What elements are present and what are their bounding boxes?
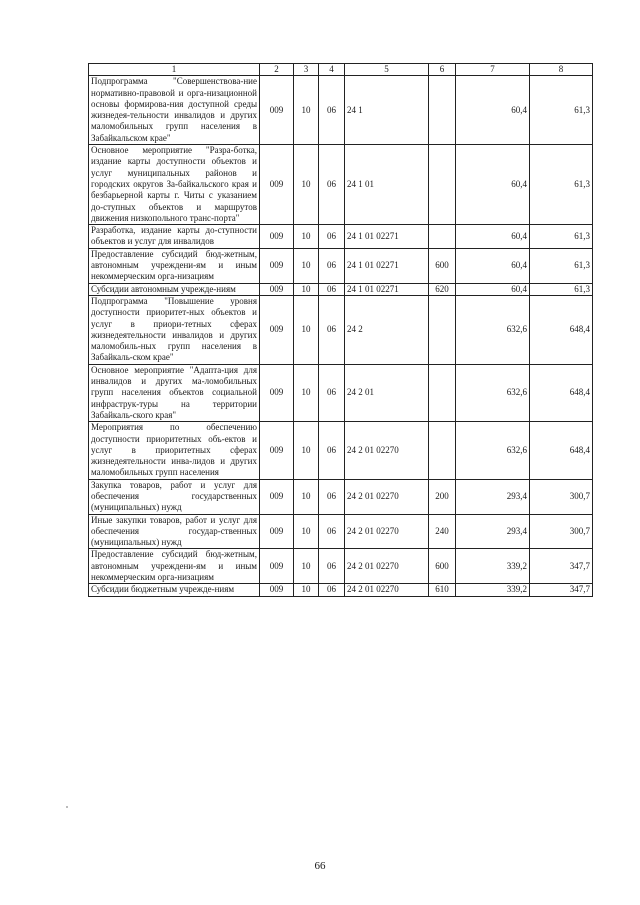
cell-amount-year-1: 60,4 — [456, 76, 530, 145]
row-name: Субсидии бюджетным учрежде-ниям — [89, 584, 260, 596]
table-row — [89, 76, 593, 145]
cell-target-article: 24 1 01 02271 — [345, 225, 429, 249]
cell-target-article: 24 2 01 02270 — [345, 549, 429, 584]
table-body — [89, 76, 593, 596]
row-name: Предоставление субсидий бюд-жетным, автономным учреждени-ям и иным некоммерческим орга-низациям — [89, 248, 260, 283]
cell-amount-year-1: 339,2 — [456, 549, 530, 584]
cell-target-article: 24 2 — [345, 295, 429, 364]
row-name: Подпрограмма "Совершенствова-ние нормативно-правовой и орга-низационной основы формирова-ния доступной среды жизнедея-тельности инвалидов и других маломобильных групп населения в Забайкальском крае" — [89, 76, 260, 145]
table-row — [89, 283, 593, 295]
column-header: 1 — [89, 64, 260, 76]
row-name: Иные закупки товаров, работ и услуг для обеспечения государ-ственных (муниципальных) нужд — [89, 514, 260, 549]
cell-ministry-code: 009 — [260, 422, 294, 479]
column-header: 4 — [319, 64, 345, 76]
cell-ministry-code: 009 — [260, 584, 294, 596]
cell-ministry-code: 009 — [260, 295, 294, 364]
cell-target-article: 24 1 01 — [345, 145, 429, 225]
row-name: Подпрограмма "Повышение уровня доступности приоритет-ных объектов и услуг в приори-тетных сферах жизнедеятельности инвалидов и других маломобиль-ных групп населения в Забайкаль-ском крае" — [89, 295, 260, 364]
cell-subsection: 06 — [319, 283, 345, 295]
cell-target-article: 24 2 01 — [345, 364, 429, 421]
column-header: 7 — [456, 64, 530, 76]
cell-ministry-code: 009 — [260, 514, 294, 549]
cell-ministry-code: 009 — [260, 225, 294, 249]
cell-subsection: 06 — [319, 549, 345, 584]
column-header: 5 — [345, 64, 429, 76]
table-row — [89, 422, 593, 479]
cell-amount-year-1: 60,4 — [456, 283, 530, 295]
row-name: Основное мероприятие "Разра-ботка, издание карты доступности объектов и услуг муниципальных районов и городских округов За-байкальского края и безбарьерной карты г. Читы с указанием до-ступных объектов и маршрутов движения низкопольного транс-порта" — [89, 145, 260, 225]
row-name: Предоставление субсидий бюд-жетным, автономным учреждени-ям и иным некоммерческим орга-низациям — [89, 549, 260, 584]
cell-amount-year-1: 293,4 — [456, 514, 530, 549]
cell-amount-year-1: 632,6 — [456, 295, 530, 364]
table-header-row — [89, 64, 593, 76]
budget-table — [88, 63, 593, 597]
cell-expense-type: 600 — [429, 248, 456, 283]
cell-subsection: 06 — [319, 479, 345, 514]
cell-section: 10 — [294, 514, 319, 549]
cell-amount-year-2: 347,7 — [530, 584, 593, 596]
cell-ministry-code: 009 — [260, 479, 294, 514]
row-name: Мероприятия по обеспечению доступности приоритетных объ-ектов и услуг в приоритетных сферах жизнедеятельности инва-лидов и других маломобильных групп населения — [89, 422, 260, 479]
cell-expense-type — [429, 225, 456, 249]
cell-amount-year-2: 300,7 — [530, 479, 593, 514]
cell-ministry-code: 009 — [260, 549, 294, 584]
column-header: 8 — [530, 64, 593, 76]
cell-target-article: 24 1 — [345, 76, 429, 145]
cell-subsection: 06 — [319, 514, 345, 549]
cell-target-article: 24 2 01 02270 — [345, 514, 429, 549]
cell-subsection: 06 — [319, 422, 345, 479]
column-header: 6 — [429, 64, 456, 76]
cell-section: 10 — [294, 479, 319, 514]
cell-section: 10 — [294, 283, 319, 295]
table-row — [89, 225, 593, 249]
cell-section: 10 — [294, 295, 319, 364]
cell-expense-type — [429, 76, 456, 145]
cell-target-article: 24 2 01 02270 — [345, 479, 429, 514]
cell-amount-year-1: 632,6 — [456, 364, 530, 421]
cell-amount-year-1: 632,6 — [456, 422, 530, 479]
table-row — [89, 549, 593, 584]
cell-section: 10 — [294, 364, 319, 421]
cell-amount-year-1: 60,4 — [456, 225, 530, 249]
cell-expense-type — [429, 295, 456, 364]
cell-amount-year-2: 61,3 — [530, 248, 593, 283]
row-name: Закупка товаров, работ и услуг для обеспечения государственных (муниципальных) нужд — [89, 479, 260, 514]
cell-amount-year-2: 61,3 — [530, 225, 593, 249]
cell-section: 10 — [294, 584, 319, 596]
cell-subsection: 06 — [319, 584, 345, 596]
cell-expense-type — [429, 364, 456, 421]
cell-section: 10 — [294, 422, 319, 479]
cell-ministry-code: 009 — [260, 145, 294, 225]
cell-subsection: 06 — [319, 364, 345, 421]
table-row — [89, 248, 593, 283]
cell-subsection: 06 — [319, 295, 345, 364]
cell-ministry-code: 009 — [260, 248, 294, 283]
cell-section: 10 — [294, 549, 319, 584]
row-name: Основное мероприятие "Адапта-ция для инвалидов и других ма-ломобильных групп населения объектов социальной инфраструк-туры на территории Забайкаль-ского края" — [89, 364, 260, 421]
cell-subsection: 06 — [319, 76, 345, 145]
cell-amount-year-2: 648,4 — [530, 364, 593, 421]
cell-target-article: 24 1 01 02271 — [345, 248, 429, 283]
table-row — [89, 295, 593, 364]
cell-amount-year-1: 293,4 — [456, 479, 530, 514]
cell-target-article: 24 2 01 02270 — [345, 422, 429, 479]
cell-expense-type: 200 — [429, 479, 456, 514]
cell-section: 10 — [294, 145, 319, 225]
table-row — [89, 514, 593, 549]
cell-amount-year-1: 339,2 — [456, 584, 530, 596]
cell-section: 10 — [294, 76, 319, 145]
scan-speck — [66, 806, 68, 808]
cell-ministry-code: 009 — [260, 364, 294, 421]
table-row — [89, 584, 593, 596]
page-number: 66 — [314, 860, 326, 872]
table-row — [89, 364, 593, 421]
cell-amount-year-1: 60,4 — [456, 248, 530, 283]
cell-amount-year-2: 347,7 — [530, 549, 593, 584]
cell-expense-type: 600 — [429, 549, 456, 584]
column-header: 2 — [260, 64, 294, 76]
cell-amount-year-1: 60,4 — [456, 145, 530, 225]
row-name: Разработка, издание карты до-ступности объектов и услуг для инвалидов — [89, 225, 260, 249]
cell-target-article: 24 1 01 02271 — [345, 283, 429, 295]
cell-expense-type — [429, 422, 456, 479]
cell-section: 10 — [294, 248, 319, 283]
cell-target-article: 24 2 01 02270 — [345, 584, 429, 596]
cell-ministry-code: 009 — [260, 76, 294, 145]
table-row — [89, 145, 593, 225]
cell-ministry-code: 009 — [260, 283, 294, 295]
table-row — [89, 479, 593, 514]
cell-subsection: 06 — [319, 225, 345, 249]
cell-expense-type: 240 — [429, 514, 456, 549]
cell-amount-year-2: 648,4 — [530, 295, 593, 364]
cell-section: 10 — [294, 225, 319, 249]
cell-subsection: 06 — [319, 248, 345, 283]
cell-amount-year-2: 648,4 — [530, 422, 593, 479]
column-header: 3 — [294, 64, 319, 76]
cell-amount-year-2: 61,3 — [530, 76, 593, 145]
cell-amount-year-2: 61,3 — [530, 283, 593, 295]
cell-expense-type: 610 — [429, 584, 456, 596]
cell-subsection: 06 — [319, 145, 345, 225]
cell-amount-year-2: 300,7 — [530, 514, 593, 549]
row-name: Субсидии автономным учрежде-ниям — [89, 283, 260, 295]
cell-expense-type — [429, 145, 456, 225]
cell-amount-year-2: 61,3 — [530, 145, 593, 225]
cell-expense-type: 620 — [429, 283, 456, 295]
